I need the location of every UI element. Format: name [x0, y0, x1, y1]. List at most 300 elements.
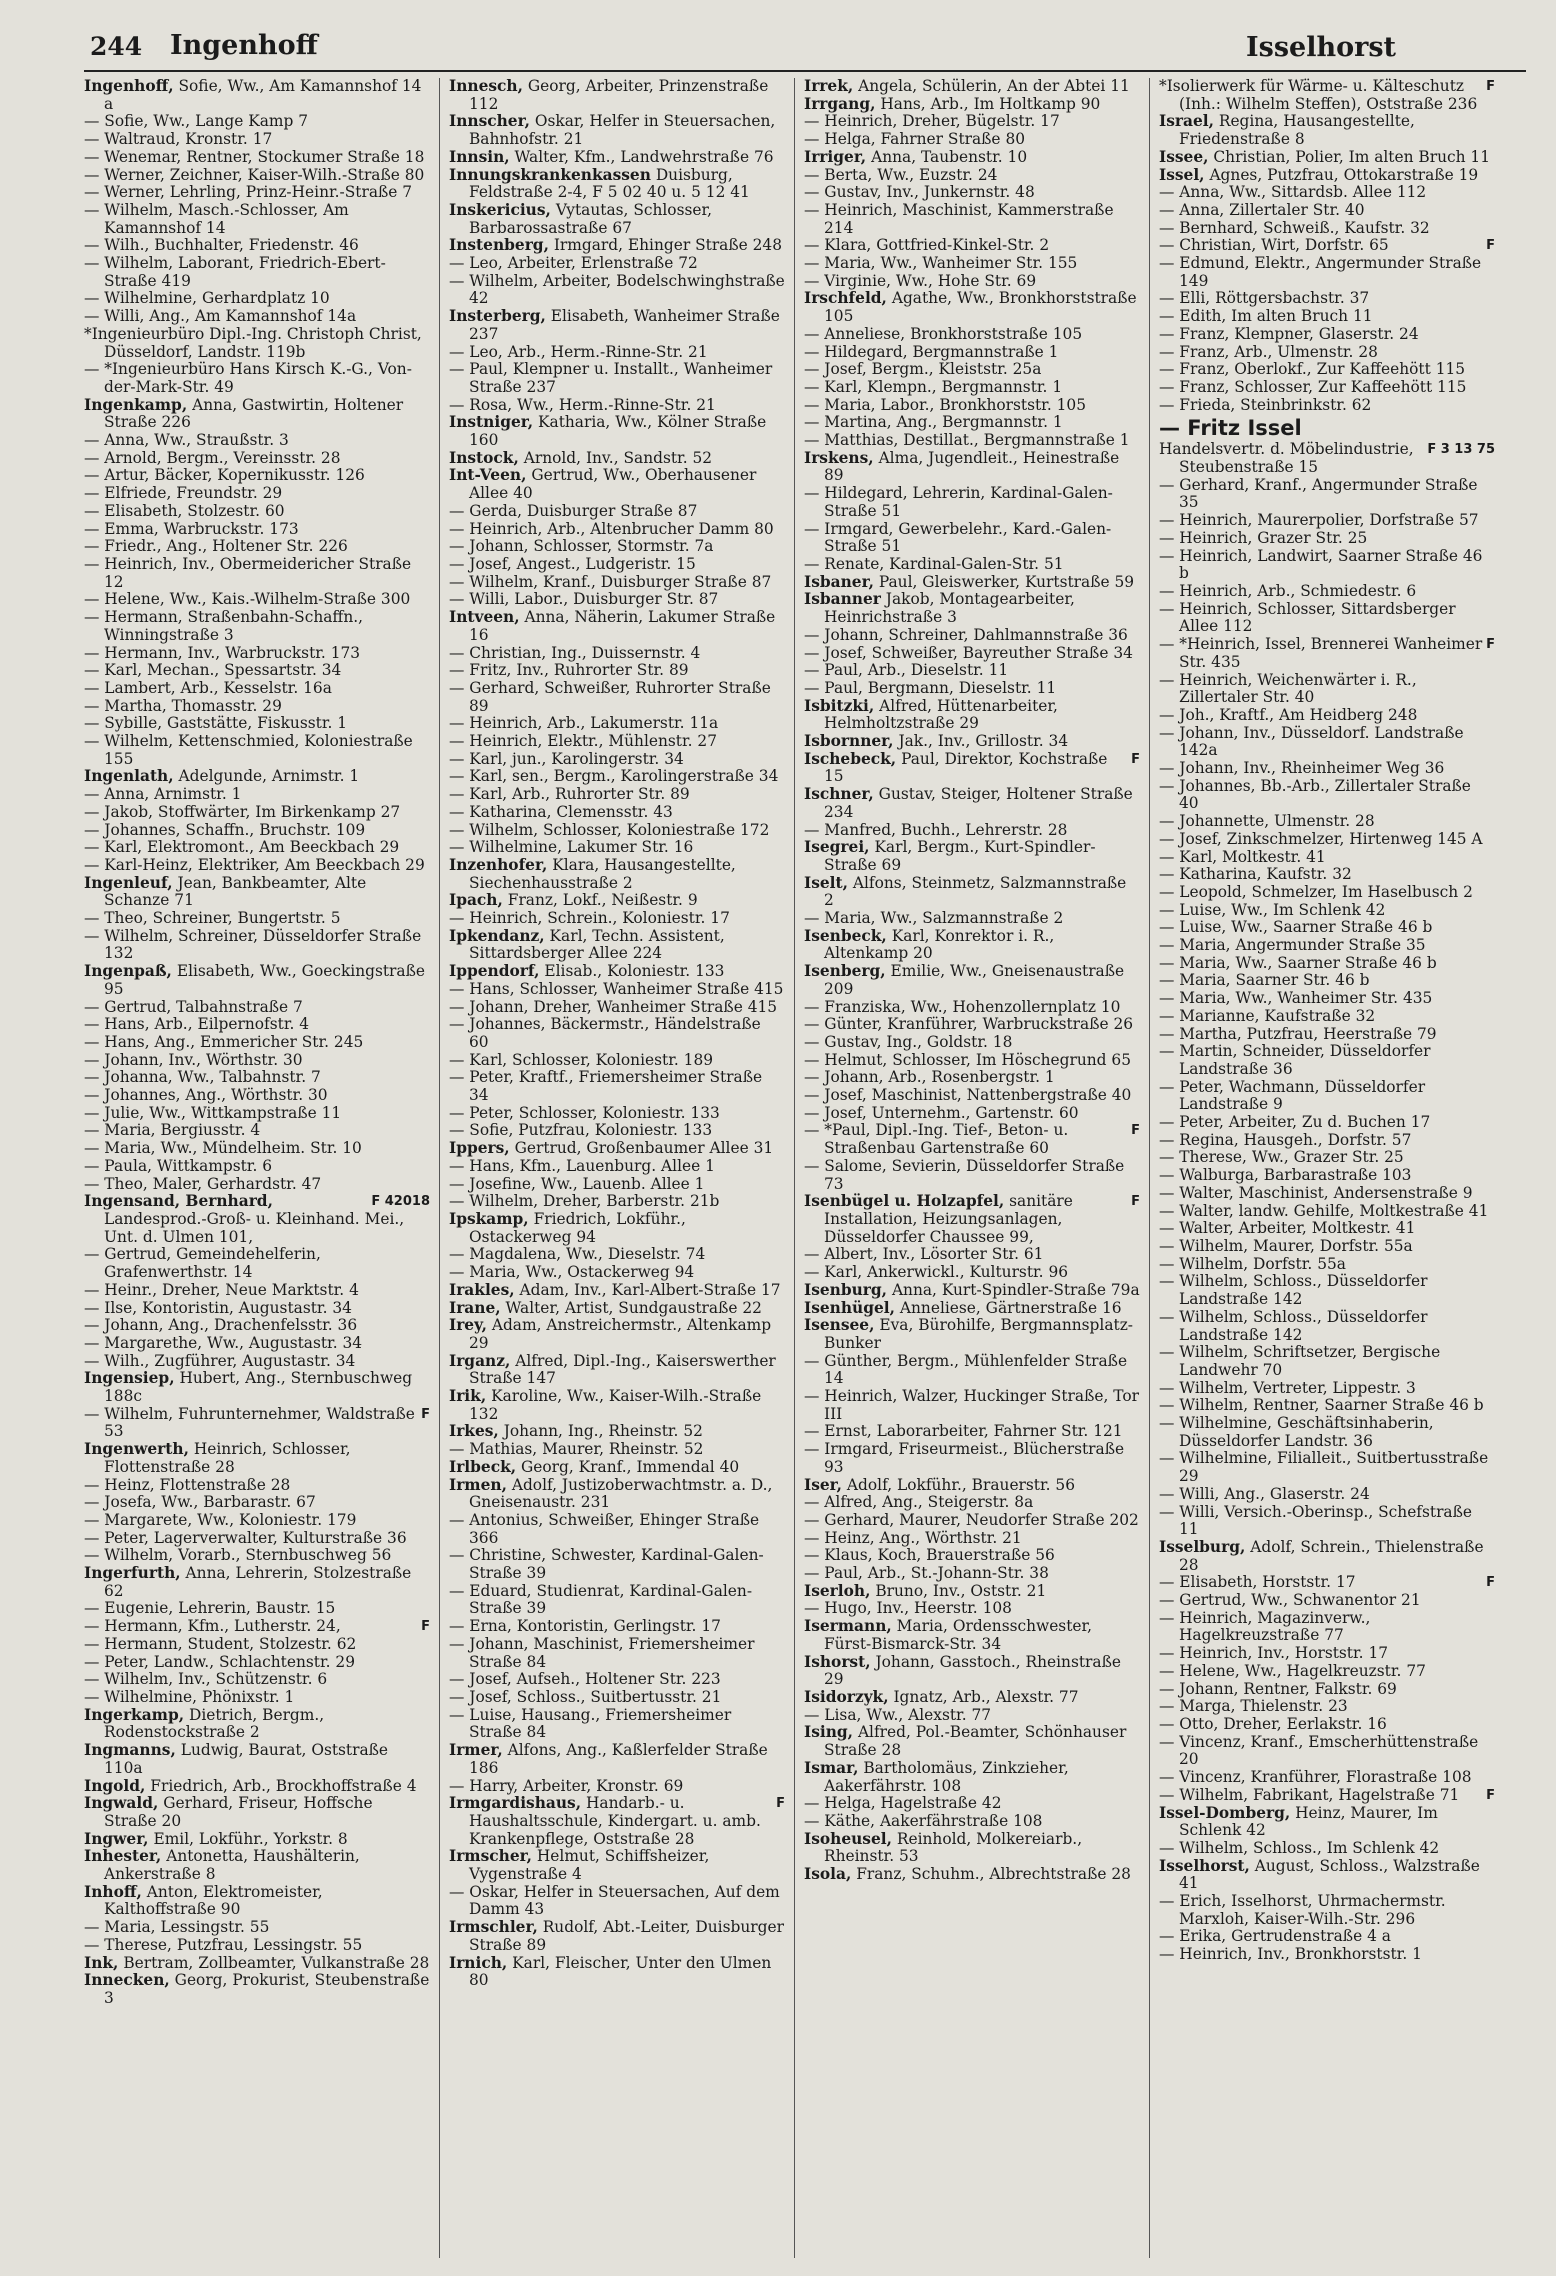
entry-details: — Rosa, Ww., Herm.-Rinne-Str. 21	[449, 395, 716, 414]
first-entry-guide-word: Ingenhoff	[170, 30, 318, 61]
directory-entry	[804, 1282, 1140, 1300]
directory-entry	[1159, 1610, 1495, 1645]
directory-entry	[84, 1441, 430, 1476]
directory-entry	[449, 928, 785, 963]
directory-entry	[449, 1300, 785, 1318]
directory-entry	[804, 839, 1140, 874]
entry-details: — Vincenz, Kranf., Emscherhüttenstraße 20	[1159, 1732, 1479, 1769]
entry-surname: Irmer,	[449, 1741, 503, 1760]
entry-details: — Gustav, Inv., Junkernstr. 48	[804, 183, 1035, 202]
directory-entry	[449, 1618, 785, 1636]
entry-details: — Karl-Heinz, Elektriker, Am Beeckbach 29	[84, 855, 425, 874]
directory-entry	[804, 1052, 1140, 1070]
phone-marker: F 3 13 75	[1427, 442, 1495, 458]
entry-surname: Intveen,	[449, 608, 520, 627]
entry-details: — Katharina, Clemensstr. 43	[449, 802, 673, 821]
entry-details: — Christian, Ing., Duissernstr. 4	[449, 643, 701, 662]
directory-entry	[804, 751, 1140, 786]
directory-entry	[1159, 919, 1495, 937]
entry-details: Elisab., Koloniestr. 133	[544, 962, 725, 981]
entry-details: — Johann, Inv., Rheinheimer Weg 36	[1159, 759, 1445, 778]
entry-surname: Iselt,	[804, 873, 848, 892]
entry-details: — Helga, Hagelstraße 42	[804, 1794, 1002, 1813]
entry-surname: Ingerkamp,	[84, 1705, 185, 1724]
entry-details: — Hugo, Inv., Heerstr. 108	[804, 1599, 1012, 1618]
entry-details: August, Schloss., Walzstraße 41	[1179, 1856, 1480, 1893]
entry-details: Bartholomäus, Zinkzieher, Aakerfährstr. 108	[824, 1758, 1069, 1795]
entry-surname: Innecken,	[84, 1971, 170, 1990]
entry-details: — Martina, Ang., Bergmannstr. 1	[804, 413, 1063, 432]
entry-surname: Ischebeck,	[804, 749, 897, 768]
entry-details: — Waltraud, Kronstr. 17	[84, 130, 273, 149]
entry-surname: Ishorst,	[804, 1652, 871, 1671]
directory-entry	[804, 1654, 1140, 1689]
entry-details: Adolf, Schrein., Thielenstraße 28	[1179, 1537, 1484, 1574]
directory-entry	[84, 999, 430, 1017]
entry-details: — Eugenie, Lehrerin, Baustr. 15	[84, 1599, 336, 1618]
directory-entry	[1159, 902, 1495, 920]
phone-marker: F	[421, 1406, 430, 1422]
directory-entry	[84, 308, 430, 326]
directory-entry	[804, 344, 1140, 362]
phone-marker: F	[1486, 637, 1495, 653]
entry-details: Handarb.- u. Haushaltsschule, Kindergart. u. amb. Krankenpflege, Oststraße 28	[469, 1794, 761, 1848]
entry-details: *Ingenieurbüro Dipl.-Ing. Christoph Christ, Düsseldorf, Landstr. 119b	[84, 324, 422, 361]
entry-details: — Johannes, Ang., Wörthstr. 30	[84, 1086, 328, 1105]
entry-surname: Isensee,	[804, 1316, 875, 1335]
directory-entry	[449, 503, 785, 521]
directory-entry	[449, 786, 785, 804]
entry-details: Gerhard, Friseur, Hoffsche Straße 20	[104, 1794, 373, 1830]
directory-entry	[449, 308, 785, 343]
entry-details: — Heinrich, Maschinist, Kammerstraße 214	[804, 200, 1114, 237]
entry-details: Vytautas, Schlosser, Barbarossastraße 67	[469, 200, 713, 237]
entry-details: — Willi, Versich.-Oberinsp., Schefstraße 11	[1159, 1502, 1472, 1539]
entry-details: — Johann, Ang., Drachenfelsstr. 36	[84, 1316, 358, 1335]
directory-entry	[449, 1459, 785, 1477]
entry-details: Alfred, Hüttenarbeiter, Helmholtzstraße 29	[824, 696, 1058, 733]
directory-entry	[449, 538, 785, 556]
directory-entry	[1159, 866, 1495, 884]
directory-entry	[449, 361, 785, 396]
directory-entry	[84, 1919, 430, 1937]
directory-entry	[449, 1477, 785, 1512]
directory-entry	[84, 680, 430, 698]
entry-details: — Therese, Putzfrau, Lessingstr. 55	[84, 1935, 363, 1954]
directory-entry	[449, 1158, 785, 1176]
directory-entry	[804, 1069, 1140, 1087]
entry-details: — Wilhelm, Arbeiter, Bodelschwinghstraße 42	[449, 271, 785, 308]
directory-entry	[804, 1087, 1140, 1105]
directory-entry	[1159, 1716, 1495, 1734]
entry-details: — Wilhelm, Schriftsetzer, Bergische Landwehr 70	[1159, 1343, 1441, 1379]
directory-entry	[804, 1707, 1140, 1725]
directory-entry	[1159, 255, 1495, 290]
entry-details: — Gustav, Ing., Goldstr. 18	[804, 1032, 1013, 1051]
directory-entry	[804, 1158, 1140, 1193]
entry-details: — Peter, Landw., Schlachtenstr. 29	[84, 1652, 356, 1671]
entry-details: — Helmut, Schlosser, Im Höschegrund 65	[804, 1050, 1131, 1069]
directory-entry	[449, 1441, 785, 1459]
directory-entry	[449, 981, 785, 999]
directory-entry	[449, 1848, 785, 1883]
entry-details: — Hans, Kfm., Lauenburg. Allee 1	[449, 1156, 715, 1175]
directory-entry	[84, 1636, 430, 1654]
entry-details: — Klaus, Koch, Brauerstraße 56	[804, 1546, 1055, 1565]
entry-details: Angela, Schülerin, An der Abtei 11	[858, 78, 1130, 95]
directory-entry	[84, 255, 430, 290]
directory-entry	[84, 963, 430, 998]
directory-entry	[1159, 1397, 1495, 1415]
entry-details: — Hermann, Straßenbahn-Schaffn., Winningstraße 3	[84, 608, 364, 644]
directory-entry	[804, 1831, 1140, 1866]
entry-surname: Irnich,	[449, 1953, 508, 1972]
directory-entry	[804, 733, 1140, 751]
directory-entry	[1159, 725, 1495, 760]
entry-details: Reinhold, Molkereiarb., Rheinstr. 53	[824, 1829, 1083, 1866]
directory-entry	[449, 1919, 785, 1954]
entry-details: — Peter, Arbeiter, Zu d. Buchen 17	[1159, 1113, 1431, 1132]
directory-entry	[84, 1016, 430, 1034]
directory-entry	[449, 255, 785, 273]
entry-details: — Wilhelmine, Gerhardplatz 10	[84, 289, 330, 308]
directory-entry	[449, 237, 785, 255]
entry-details: — Gerhard, Schweißer, Ruhrorter Straße 89	[449, 678, 771, 715]
entry-surname: Isermann,	[804, 1617, 892, 1636]
directory-entry	[804, 680, 1140, 698]
directory-entry	[1159, 1858, 1495, 1893]
entry-surname: Isbornner,	[804, 732, 894, 751]
directory-entry	[1159, 831, 1495, 849]
entry-details: — Gerda, Duisburger Straße 87	[449, 501, 698, 520]
entry-details: — Otto, Dreher, Eerlakstr. 16	[1159, 1714, 1387, 1733]
entry-details: Walter, Kfm., Landwehrstraße 76	[514, 147, 774, 166]
directory-entry	[449, 1282, 785, 1300]
directory-entry	[84, 1600, 430, 1618]
phone-marker: F	[1486, 1787, 1495, 1803]
entry-details: Friedrich, Arb., Brockhoffstraße 4	[150, 1776, 417, 1795]
entry-details: Gustav, Steiger, Holtener Straße 234	[824, 785, 1133, 821]
column-3	[794, 78, 1149, 2258]
entry-details: — Elisabeth, Horststr. 17	[1159, 1573, 1356, 1592]
directory-entry	[804, 290, 1140, 325]
entry-details: Hubert, Ang., Sternbuschweg 188c	[104, 1369, 413, 1406]
directory-entry	[84, 1884, 430, 1919]
entry-details: Elisabeth, Wanheimer Straße 237	[469, 307, 780, 343]
entry-details: Klara, Hausangestellte, Siechenhausstraße 2	[469, 855, 736, 892]
entry-surname: Isidorzyk,	[804, 1687, 889, 1706]
directory-entry	[804, 1441, 1140, 1476]
directory-entry	[449, 839, 785, 857]
entry-details: — Heinrich, Walzer, Huckinger Straße, Tor III	[804, 1387, 1139, 1423]
entry-details: — Wilhelm, Masch.-Schlosser, Am Kamannshof 14	[84, 200, 349, 237]
entry-details: Anna, Taubenstr. 10	[871, 147, 1028, 166]
entry-details: — Sofie, Putzfrau, Koloniestr. 133	[449, 1121, 713, 1140]
entry-details: — Alfred, Ang., Steigerstr. 8a	[804, 1493, 1034, 1512]
directory-entry	[449, 1122, 785, 1140]
entry-surname: Insterberg,	[449, 307, 546, 326]
directory-entry	[804, 1193, 1140, 1246]
entry-surname: Ingwer,	[84, 1829, 149, 1848]
entry-details: — Erna, Kontoristin, Gerlingstr. 17	[449, 1617, 721, 1636]
entry-surname: Isegrei,	[804, 838, 870, 857]
directory-entry	[1159, 1149, 1495, 1167]
directory-entry	[804, 875, 1140, 910]
directory-entry	[84, 1530, 430, 1548]
entry-details: Karl, Fleischer, Unter den Ulmen 80	[469, 1953, 772, 1990]
entry-details: — Karl, Schlosser, Koloniestr. 189	[449, 1050, 714, 1069]
entry-details: Katharia, Ww., Kölner Straße 160	[469, 413, 767, 450]
entry-details: — Paula, Wittkampstr. 6	[84, 1156, 273, 1175]
directory-entry	[84, 1140, 430, 1158]
directory-entry	[449, 1778, 785, 1796]
entry-details: — Walter, Maschinist, Andersenstraße 9	[1159, 1183, 1473, 1202]
directory-entry	[1159, 760, 1495, 778]
directory-entry	[1159, 937, 1495, 955]
directory-entry	[84, 290, 430, 308]
entry-surname: Irik,	[449, 1387, 487, 1406]
phone-marker: F 42018	[371, 1194, 430, 1210]
entry-details: — Matthias, Destillat., Bergmannstraße 1	[804, 431, 1130, 450]
entry-details: — Emma, Warbruckstr. 173	[84, 519, 299, 538]
directory-entry	[449, 521, 785, 539]
directory-entry	[804, 237, 1140, 255]
entry-details: — Edmund, Elektr., Angermunder Straße 149	[1159, 254, 1482, 290]
entry-details: Emilie, Ww., Gneisenaustraße 209	[824, 962, 1125, 998]
directory-entry	[804, 255, 1140, 273]
entry-details: — Berta, Ww., Euzstr. 24	[804, 165, 998, 184]
entry-details: — Vincenz, Kranführer, Florastraße 108	[1159, 1768, 1472, 1787]
entry-details: Karoline, Ww., Kaiser-Wilh.-Straße 132	[469, 1387, 762, 1423]
directory-entry	[804, 556, 1140, 574]
entry-details: — Anneliese, Bronkhorststraße 105	[804, 324, 1083, 343]
directory-entry	[1159, 1026, 1495, 1044]
directory-entry	[804, 521, 1140, 556]
entry-details: — Helene, Ww., Kais.-Wilhelm-Straße 300	[84, 590, 411, 609]
directory-entry	[84, 857, 430, 875]
directory-entry	[1159, 113, 1495, 148]
directory-entry	[84, 1831, 430, 1849]
directory-entry	[84, 556, 430, 591]
entry-details: — Wilhelm, Laborant, Friedrich-Ebert-Straße 419	[84, 254, 386, 290]
phone-marker: F	[1131, 751, 1140, 767]
entry-surname: Ipskamp,	[449, 1210, 529, 1228]
directory-entry	[804, 1494, 1140, 1512]
directory-entry	[804, 1477, 1140, 1495]
directory-entry	[1159, 416, 1495, 441]
entry-details: — Johann, Maschinist, Friemersheimer Straße 84	[449, 1634, 755, 1671]
directory-entry	[804, 1388, 1140, 1423]
entry-details: Alma, Jugendleit., Heinestraße 89	[824, 448, 1120, 485]
directory-entry	[1159, 1132, 1495, 1150]
entry-details: — Leo, Arbeiter, Erlenstraße 72	[449, 254, 698, 273]
entry-details: — Peter, Schlosser, Koloniestr. 133	[449, 1103, 720, 1122]
directory-entry	[449, 1707, 785, 1742]
entry-surname: Ingenpaß,	[84, 962, 172, 981]
entry-surname: Isbanner	[804, 590, 881, 609]
directory-entry	[449, 768, 785, 786]
entry-details: — Margarete, Ww., Koloniestr. 179	[84, 1510, 357, 1529]
directory-entry	[84, 1370, 430, 1405]
entry-details: Adam, Anstreichermstr., Altenkamp 29	[469, 1316, 772, 1352]
entry-details: Karl, Bergm., Kurt-Spindler-Straße 69	[824, 838, 1096, 874]
directory-entry	[449, 1512, 785, 1547]
entry-surname: Ink,	[84, 1953, 119, 1972]
directory-entry	[1159, 672, 1495, 707]
entry-details: — Günter, Kranführer, Warbruckstraße 26	[804, 1015, 1134, 1034]
entry-details: — Heinrich, Magazinverw., Hagelkreuzstraße 77	[1159, 1608, 1371, 1645]
entry-surname: Irmgardishaus,	[449, 1794, 582, 1813]
directory-entry	[1159, 1893, 1495, 1928]
entry-details: — Therese, Ww., Grazer Str. 25	[1159, 1148, 1404, 1167]
entry-details: Georg, Kranf., Immendal 40	[521, 1457, 740, 1476]
directory-entry	[1159, 397, 1495, 415]
entry-details: — Wilhelmine, Phönixstr. 1	[84, 1687, 295, 1706]
directory-entry	[84, 1955, 430, 1973]
entry-details: — Edith, Im alten Bruch 11	[1159, 307, 1373, 326]
directory-entry	[1159, 1380, 1495, 1398]
entry-details: — Wilhelm, Rentner, Saarner Straße 46 b	[1159, 1396, 1484, 1415]
entry-details: — Johannes, Bäckermstr., Händelstraße 60	[449, 1015, 761, 1051]
directory-entry	[449, 397, 785, 415]
entry-details: Heinrich, Schlosser, Flottenstraße 28	[104, 1440, 351, 1476]
entry-surname: Iser,	[804, 1475, 843, 1494]
entry-details: Emil, Lokführ., Yorkstr. 8	[153, 1829, 348, 1848]
entry-details: — Manfred, Buchh., Lehrerstr. 28	[804, 820, 1068, 839]
directory-entry	[84, 237, 430, 255]
entry-details: — Martha, Putzfrau, Heerstraße 79	[1159, 1024, 1437, 1043]
directory-entry	[804, 113, 1140, 131]
entry-details: — Regina, Hausgeh., Dorfstr. 57	[1159, 1130, 1412, 1149]
entry-details: — Walter, Arbeiter, Moltkestr. 41	[1159, 1219, 1416, 1238]
entry-surname: Innsin,	[449, 147, 510, 166]
entry-details: — Werner, Lehrling, Prinz-Heinr.-Straße 7	[84, 183, 413, 202]
entry-details: — Maria, Ww., Ostackerweg 94	[449, 1263, 695, 1282]
directory-entry	[449, 1583, 785, 1618]
directory-entry	[1159, 1805, 1495, 1840]
directory-entry	[1159, 1008, 1495, 1026]
entry-surname: Irakles,	[449, 1280, 515, 1299]
entry-surname: Isselhorst,	[1159, 1856, 1250, 1875]
directory-entry	[449, 574, 785, 592]
entry-details: Ignatz, Arb., Alexstr. 77	[893, 1687, 1079, 1706]
entry-surname: Isbitzki,	[804, 696, 875, 715]
directory-entry	[1159, 972, 1495, 990]
entry-surname: Instniger,	[449, 413, 534, 432]
entry-surname: Irschfeld,	[804, 289, 887, 308]
directory-entry	[804, 1760, 1140, 1795]
entry-details: — Leo, Arb., Herm.-Rinne-Str. 21	[449, 342, 708, 361]
directory-entry	[1159, 1645, 1495, 1663]
directory-entry	[1159, 548, 1495, 583]
entry-details: Johann, Ing., Rheinstr. 52	[503, 1422, 703, 1441]
entry-details: Duisburg, Feldstraße 2-4, F 5 02 40 u. 5 12 41	[469, 165, 750, 202]
entry-details: Elisabeth, Ww., Goeckingstraße 95	[104, 962, 425, 998]
directory-entry	[1159, 884, 1495, 902]
entry-details: — Maria, Ww., Salzmannstraße 2	[804, 909, 1064, 928]
entry-details: — Maria, Ww., Saarner Straße 46 b	[1159, 953, 1437, 972]
entry-details: — Artur, Bäcker, Kopernikusstr. 126	[84, 466, 365, 485]
directory-entry	[1159, 1504, 1495, 1539]
directory-entry	[449, 680, 785, 715]
entry-surname: Ingenkamp,	[84, 395, 188, 414]
entry-surname: Isenberg,	[804, 962, 886, 981]
entry-details: — Johanna, Ww., Talbahnstr. 7	[84, 1068, 321, 1087]
directory-entry	[1159, 1787, 1495, 1805]
directory-entry	[84, 131, 430, 149]
directory-entry	[84, 839, 430, 857]
entry-details: Johann, Gasstoch., Rheinstraße 29	[824, 1652, 1121, 1689]
directory-entry	[1159, 1663, 1495, 1681]
entry-surname: Irganz,	[449, 1351, 511, 1370]
directory-entry	[804, 698, 1140, 733]
entry-details: Oskar, Helfer in Steuersachen, Bahnhofstr. 21	[469, 112, 776, 149]
entry-surname: Ismar,	[804, 1758, 859, 1777]
directory-entry	[1159, 636, 1495, 671]
entry-details: Adelgunde, Arnimstr. 1	[178, 767, 360, 786]
directory-entry	[804, 1317, 1140, 1352]
entry-details: — Karl, Klempn., Bergmannstr. 1	[804, 377, 1063, 396]
directory-entry	[84, 1406, 430, 1441]
directory-entry	[449, 1671, 785, 1689]
entry-details: — Wilhelm, Schreiner, Düsseldorfer Straße 132	[84, 926, 422, 963]
directory-entry	[84, 485, 430, 503]
directory-entry	[804, 662, 1140, 680]
entry-surname: Isenbeck,	[804, 926, 887, 945]
directory-entry	[804, 202, 1140, 237]
entry-details: Sofie, Ww., Am Kamannshof 14 a	[104, 78, 422, 113]
entry-details: Alfons, Steinmetz, Salzmannstraße 2	[824, 873, 1127, 910]
entry-surname: Irriger,	[804, 147, 867, 166]
entry-details: — Maria, Saarner Str. 46 b	[1159, 971, 1370, 990]
entry-details: — Karl, jun., Karolingerstr. 34	[449, 749, 684, 768]
entry-details: — Maria, Labor., Bronkhorststr. 105	[804, 395, 1087, 414]
directory-entry	[1159, 1043, 1495, 1078]
directory-entry	[1159, 813, 1495, 831]
directory-entry	[804, 786, 1140, 821]
directory-entry	[1159, 1273, 1495, 1308]
directory-entry	[1159, 1079, 1495, 1114]
entry-surname: Issel,	[1159, 165, 1205, 184]
directory-entry	[804, 1724, 1140, 1759]
entry-details: — Johann, Dreher, Wanheimer Straße 415	[449, 997, 778, 1016]
directory-entry	[1159, 441, 1495, 476]
entry-details: — Heinrich, Landwirt, Saarner Straße 46 b	[1159, 546, 1483, 583]
entry-details: Paul, Gleiswerker, Kurtstraße 59	[878, 572, 1135, 591]
directory-entry	[1159, 308, 1495, 326]
entry-details: — Wilhelm, Schloss., Düsseldorfer Landstraße 142	[1159, 1272, 1428, 1309]
directory-entry	[449, 467, 785, 502]
directory-entry	[84, 167, 430, 185]
entry-details: — Sofie, Ww., Lange Kamp 7	[84, 112, 309, 131]
entry-details: — Elli, Röttgersbachstr. 37	[1159, 289, 1370, 308]
entry-details: — Katharina, Kaufstr. 32	[1159, 865, 1352, 884]
directory-entry	[1159, 1114, 1495, 1132]
entry-details: — Karl, Elektromont., Am Beeckbach 29	[84, 838, 400, 857]
directory-entry	[84, 467, 430, 485]
entry-details: — Erika, Gertrudenstraße 4 a	[1159, 1927, 1391, 1946]
entry-details: — Antonius, Schweißer, Ehinger Straße 366	[449, 1510, 760, 1547]
directory-entry	[1159, 1946, 1495, 1964]
entry-details: Alfons, Ang., Kaßlerfelder Straße 186	[469, 1741, 768, 1777]
entry-details: — Albert, Inv., Lösorter Str. 61	[804, 1245, 1044, 1264]
directory-entry	[449, 1211, 785, 1246]
entry-details: — Elfriede, Freundstr. 29	[84, 484, 283, 503]
directory-entry	[449, 414, 785, 449]
directory-entry	[449, 645, 785, 663]
entry-details: — Maria, Bergiusstr. 4	[84, 1121, 261, 1140]
directory-entry	[449, 822, 785, 840]
